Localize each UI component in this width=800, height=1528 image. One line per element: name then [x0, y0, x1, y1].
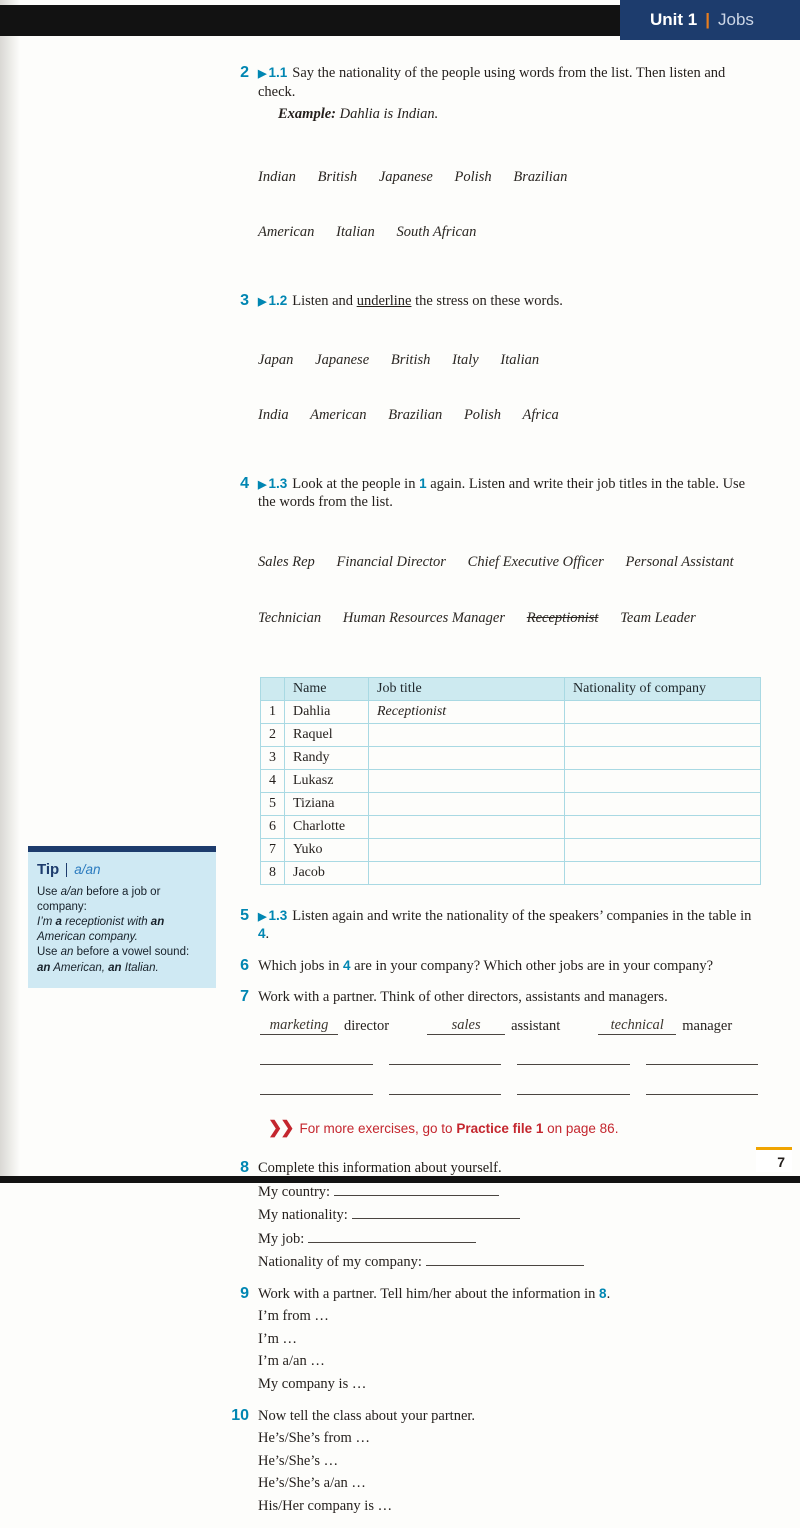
exercise-4 — [230, 475, 762, 889]
writing-line — [334, 1183, 499, 1196]
table-header-job: Job title — [369, 678, 565, 701]
exercise-3-instruction: ▶ 1.2 Listen and underline the stress on these words. — [258, 293, 563, 310]
section-label: Jobs — [718, 10, 754, 30]
footer-black-strip — [0, 1176, 800, 1183]
tip-rule-1b: company: — [37, 900, 87, 913]
table-row: 5 Tiziana — [261, 792, 761, 815]
exercise-7-instruction: Work with a partner. Think of other directors, assistants and managers. — [258, 989, 668, 1006]
crossed-out-word: Receptionist — [526, 609, 599, 626]
exercise-2 — [230, 64, 762, 279]
exercise-4-instruction: ▶ 1.3 Look at the people in 1 again. Listen and write their job titles in the table. Use the words from the list. — [258, 475, 746, 511]
exercise-10-number: 10 — [231, 1406, 249, 1424]
writing-line — [260, 1051, 373, 1065]
exercise-6-instruction: Which jobs in 4 are in your company? Which other jobs are in your company? — [258, 957, 714, 974]
exercise-2-instruction: ▶ 1.1 Say the nationality of the people using words from the list. Then listen and check. — [258, 65, 726, 100]
writing-line — [389, 1051, 502, 1065]
exercise-3 — [230, 292, 762, 462]
writing-line — [646, 1081, 759, 1095]
tip-example-2: an American, an Italian. — [37, 961, 159, 974]
page-edge-shade — [0, 0, 20, 1183]
writing-line — [426, 1253, 584, 1266]
exercise-9-instruction: Work with a partner. Tell him/her about the information in 8. — [258, 1285, 611, 1302]
page-number: 7 — [756, 1147, 792, 1172]
writing-line — [646, 1051, 759, 1065]
exercise-10 — [230, 1407, 762, 1516]
speaking-prompt: I’m … — [258, 1330, 298, 1347]
speaking-prompt: He’s/She’s a/an … — [258, 1475, 366, 1492]
table-row: 3 Randy — [261, 747, 761, 770]
tip-box — [28, 852, 216, 988]
exercise-6 — [230, 957, 762, 976]
writing-line — [352, 1206, 520, 1219]
answer-blank: technical — [598, 1016, 676, 1036]
speaking-prompt: I’m from … — [258, 1308, 329, 1325]
audio-play-icon: ▶ 1.1 — [258, 65, 288, 80]
audio-play-icon: ▶ 1.3 — [258, 907, 288, 923]
writing-line — [260, 1081, 373, 1095]
word-list: Indian British Japanese Polish Brazilian American Italian South African — [258, 168, 568, 241]
exercise-9-number: 9 — [240, 1284, 249, 1302]
exercise-5-number: 5 — [240, 906, 249, 924]
header-divider: | — [705, 10, 710, 30]
tip-example-1: I’m a receptionist with an — [37, 916, 165, 929]
example-answers-row: marketing director sales assistant technical manager — [260, 1016, 762, 1036]
header-black-strip — [0, 5, 628, 36]
speaking-prompt: He’s/She’s from … — [258, 1430, 370, 1447]
fill-in-field: My job: — [258, 1230, 762, 1249]
audio-play-icon: ▶ 1.3 — [258, 475, 288, 491]
unit-label: Unit 1 — [650, 10, 698, 30]
speaking-prompt: I’m a/an … — [258, 1353, 325, 1370]
exercise-2-number: 2 — [240, 64, 249, 81]
writing-line — [389, 1081, 502, 1095]
exercise-9 — [230, 1285, 762, 1394]
exercise-8-number: 8 — [240, 1159, 249, 1177]
writing-lines-row — [260, 1081, 762, 1095]
table-header-row — [261, 678, 761, 701]
exercise-10-instruction: Now tell the class about your partner. — [258, 1407, 476, 1424]
table-row: 1 Dahlia Receptionist — [261, 701, 761, 724]
answer-blank: sales — [427, 1016, 505, 1036]
answer-blank: marketing — [260, 1016, 338, 1036]
exercise-5 — [230, 907, 762, 944]
speaking-prompt: My company is … — [258, 1375, 367, 1392]
audio-play-icon: ▶ 1.2 — [258, 293, 288, 309]
table-row: 8 Jacob — [261, 861, 761, 884]
table-header-name: Name — [285, 678, 369, 701]
writing-lines-row — [260, 1051, 762, 1065]
table-header-index — [261, 678, 285, 701]
fill-in-field: My nationality: — [258, 1206, 762, 1225]
table-header-nationality: Nationality of company — [565, 678, 761, 701]
writing-line — [308, 1230, 476, 1243]
exercise-5-instruction: ▶ 1.3 Listen again and write the nationality of the speakers’ companies in the table in 4. — [258, 907, 752, 943]
exercise-6-number: 6 — [240, 956, 249, 974]
tip-rule-1: Use a/an before a job or — [37, 885, 161, 898]
example-line: Example: Dahlia is Indian. — [278, 106, 439, 123]
fill-in-field: Nationality of my company: — [258, 1253, 762, 1272]
job-table — [260, 677, 761, 884]
speaking-prompt: His/Her company is … — [258, 1497, 393, 1514]
practice-file-link: ❯❯ For more exercises, go to Practice file 1 on page 86. — [268, 1118, 619, 1138]
double-chevron-icon: ❯❯ — [268, 1118, 293, 1138]
writing-line — [517, 1081, 630, 1095]
exercise-7 — [230, 988, 762, 1095]
writing-line — [517, 1051, 630, 1065]
fill-in-field: My country: — [258, 1183, 762, 1202]
tip-example-1b: American company. — [37, 931, 138, 944]
tip-rule-2: Use an before a vowel sound: — [37, 946, 190, 959]
exercise-3-number: 3 — [240, 292, 249, 310]
table-row: 2 Raquel — [261, 724, 761, 747]
table-row: 7 Yuko — [261, 838, 761, 861]
exercise-8-instruction: Complete this information about yourself. — [258, 1160, 502, 1177]
tip-title: Tip a/an — [37, 861, 101, 878]
exercise-4-number: 4 — [240, 474, 249, 492]
tip-title-divider — [66, 863, 67, 877]
table-row: 4 Lukasz — [261, 770, 761, 793]
main-content — [230, 64, 762, 1528]
speaking-prompt: He’s/She’s … — [258, 1452, 339, 1469]
exercise-7-number: 7 — [240, 988, 249, 1006]
word-list: Sales Rep Financial Director Chief Executive Officer Personal Assistant Technician Human Resources Manager Receptionist Team Leader — [258, 554, 734, 626]
unit-header — [620, 0, 800, 40]
table-row: 6 Charlotte — [261, 815, 761, 838]
word-list: Japan Japanese British Italy Italian India American Brazilian Polish Africa — [258, 351, 559, 424]
